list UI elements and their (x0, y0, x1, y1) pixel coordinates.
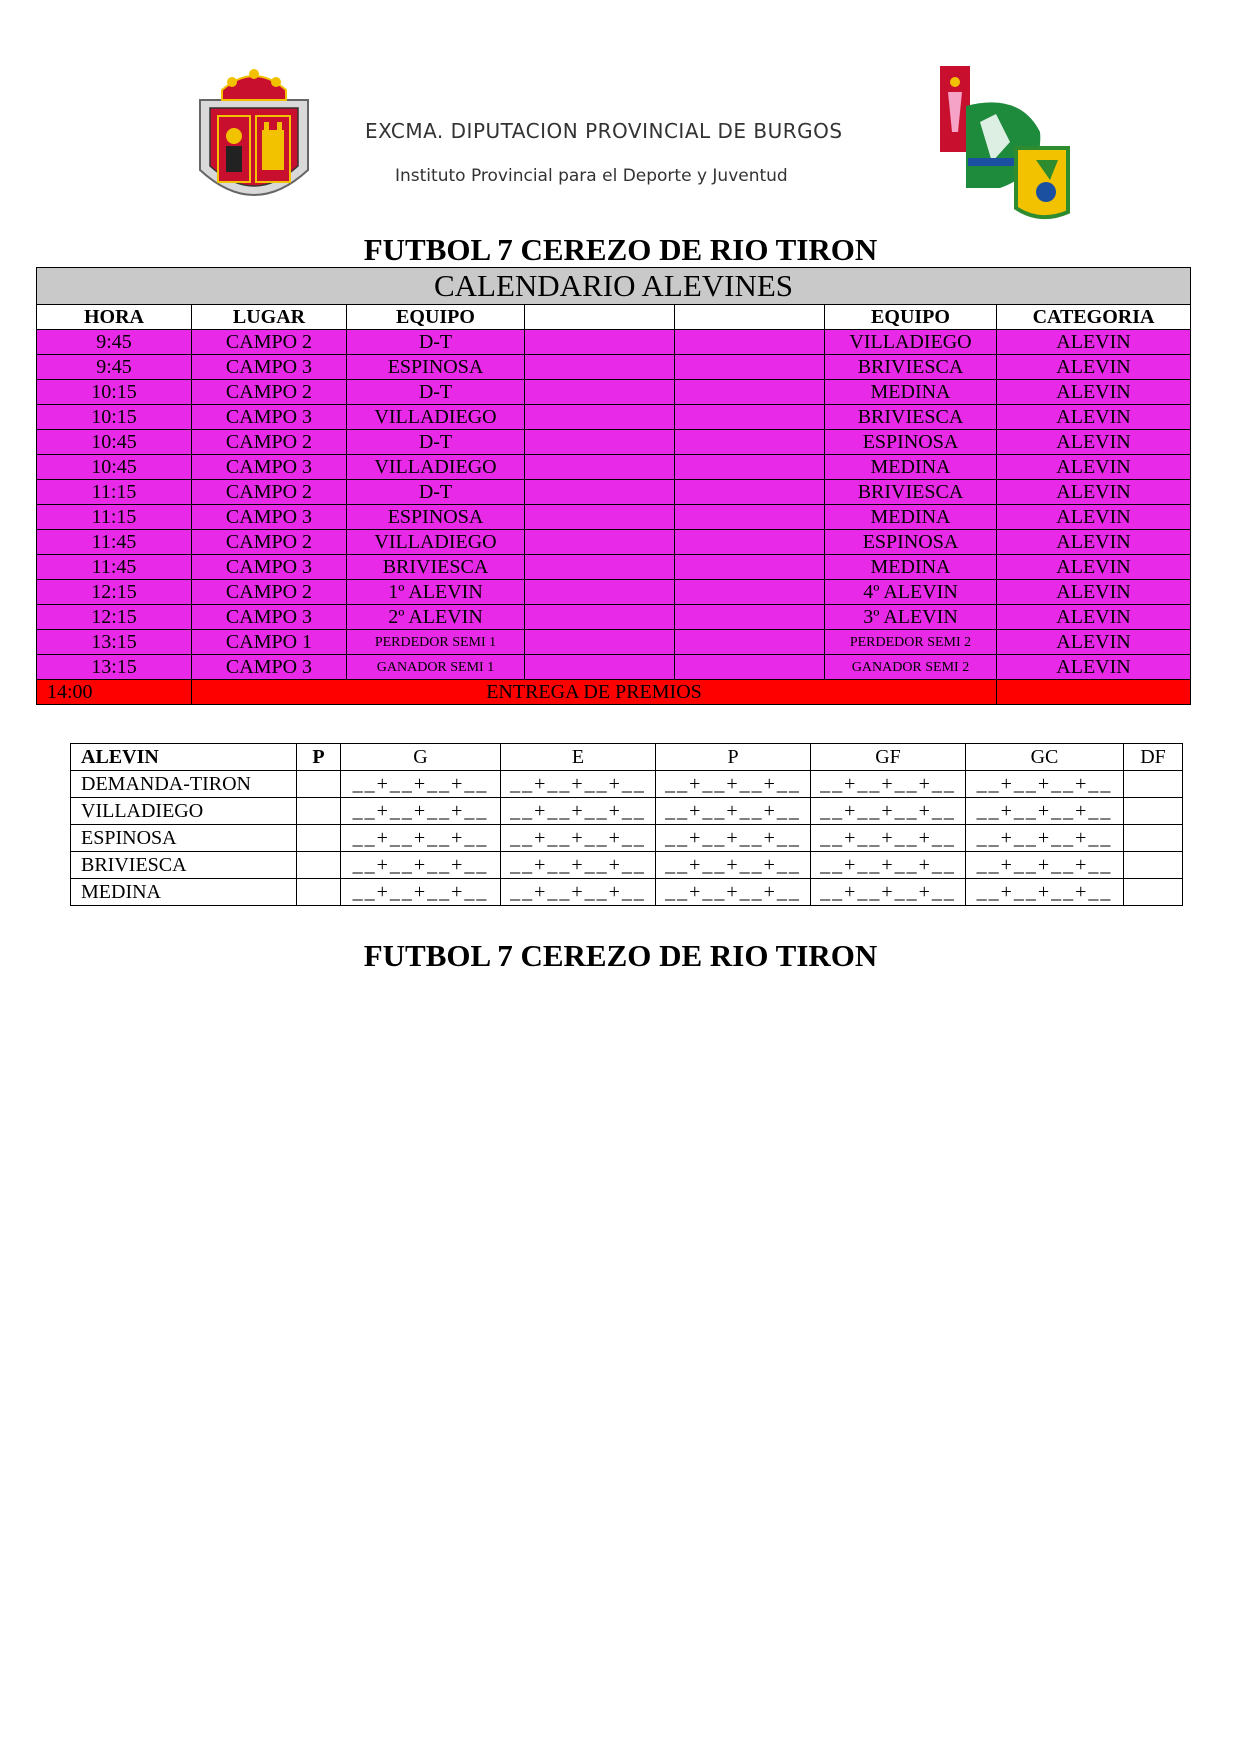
standings-category-header: ALEVIN (71, 744, 297, 771)
match-field: CAMPO 2 (192, 480, 347, 505)
match-row (37, 505, 1191, 530)
match-row (37, 605, 1191, 630)
away-score-cell[interactable] (675, 655, 825, 680)
away-team: VILLADIEGO (825, 330, 997, 355)
standings-row (71, 825, 1183, 852)
lost-cell[interactable] (656, 825, 811, 852)
schedule-caption: CALENDARIO ALEVINES (37, 268, 1191, 305)
match-field: CAMPO 3 (192, 455, 347, 480)
header-played: P (297, 744, 341, 771)
goals-for-cell[interactable] (811, 879, 966, 906)
home-team: BRIVIESCA (347, 555, 525, 580)
away-team: MEDINA (825, 555, 997, 580)
home-team: D-T (347, 330, 525, 355)
drawn-tally: __+__+__+__ (510, 773, 646, 795)
home-team: D-T (347, 480, 525, 505)
home-score-cell[interactable] (525, 355, 675, 380)
away-team: 4º ALEVIN (825, 580, 997, 605)
match-category: ALEVIN (997, 355, 1191, 380)
drawn-tally: __+__+__+__ (510, 827, 646, 849)
home-score-cell[interactable] (525, 555, 675, 580)
home-team: VILLADIEGO (347, 405, 525, 430)
match-time: 10:45 (37, 455, 192, 480)
home-score-cell[interactable] (525, 330, 675, 355)
match-row (37, 430, 1191, 455)
away-team: GANADOR SEMI 2 (825, 655, 997, 680)
goals-against-cell[interactable] (966, 825, 1124, 852)
goals-for-tally: __+__+__+__ (820, 827, 956, 849)
home-team: 2º ALEVIN (347, 605, 525, 630)
match-row (37, 630, 1191, 655)
lost-tally: __+__+__+__ (665, 827, 801, 849)
away-team: BRIVIESCA (825, 480, 997, 505)
home-score-cell[interactable] (525, 580, 675, 605)
match-field: CAMPO 3 (192, 505, 347, 530)
goal-difference-cell[interactable] (1124, 771, 1183, 798)
home-score-cell[interactable] (525, 505, 675, 530)
alevin-schedule-table (36, 267, 1191, 705)
header-drawn: E (501, 744, 656, 771)
away-team: BRIVIESCA (825, 355, 997, 380)
header-equipo-away: EQUIPO (825, 305, 997, 330)
lost-cell[interactable] (656, 771, 811, 798)
header-goals-for: GF (811, 744, 966, 771)
match-field: CAMPO 3 (192, 555, 347, 580)
played-cell[interactable] (297, 771, 341, 798)
played-cell[interactable] (297, 798, 341, 825)
away-score-cell[interactable] (675, 530, 825, 555)
home-team: GANADOR SEMI 1 (347, 655, 525, 680)
home-team: VILLADIEGO (347, 530, 525, 555)
header-equipo-home: EQUIPO (347, 305, 525, 330)
won-tally: __+__+__+__ (352, 800, 489, 822)
away-team: MEDINA (825, 380, 997, 405)
away-score-cell[interactable] (675, 605, 825, 630)
header-lost: P (656, 744, 811, 771)
sports-institute-logo (940, 62, 1070, 222)
won-cell[interactable] (341, 798, 501, 825)
played-cell[interactable] (297, 852, 341, 879)
goals-against-tally: __+__+__+__ (976, 773, 1113, 795)
home-team: ESPINOSA (347, 355, 525, 380)
lost-tally: __+__+__+__ (665, 773, 801, 795)
standings-row (71, 771, 1183, 798)
goals-against-cell[interactable] (966, 771, 1124, 798)
won-tally: __+__+__+__ (352, 773, 489, 795)
match-time: 9:45 (37, 355, 192, 380)
goal-difference-cell[interactable] (1124, 825, 1183, 852)
match-row (37, 480, 1191, 505)
away-score-cell[interactable] (675, 630, 825, 655)
match-field: CAMPO 3 (192, 655, 347, 680)
awards-row (37, 680, 1191, 705)
standings-header-row (71, 744, 1183, 771)
goals-against-tally: __+__+__+__ (976, 827, 1113, 849)
standings-row (71, 852, 1183, 879)
match-field: CAMPO 1 (192, 630, 347, 655)
goals-against-tally: __+__+__+__ (976, 881, 1113, 903)
organization-subtitle: Instituto Provincial para el Deporte y Juventud (395, 166, 788, 186)
away-score-cell[interactable] (675, 455, 825, 480)
goal-difference-cell[interactable] (1124, 798, 1183, 825)
match-field: CAMPO 2 (192, 430, 347, 455)
home-team: D-T (347, 430, 525, 455)
goals-for-cell[interactable] (811, 825, 966, 852)
away-team: 3º ALEVIN (825, 605, 997, 630)
drawn-cell[interactable] (501, 852, 656, 879)
match-time: 13:15 (37, 630, 192, 655)
match-category: ALEVIN (997, 555, 1191, 580)
won-cell[interactable] (341, 825, 501, 852)
header-goal-difference: DF (1124, 744, 1183, 771)
drawn-tally: __+__+__+__ (510, 881, 646, 903)
won-tally: __+__+__+__ (352, 854, 489, 876)
header-hora: HORA (37, 305, 192, 330)
home-score-cell[interactable] (525, 630, 675, 655)
home-score-cell[interactable] (525, 480, 675, 505)
match-row (37, 555, 1191, 580)
home-score-cell[interactable] (525, 530, 675, 555)
away-team: MEDINA (825, 505, 997, 530)
lost-tally: __+__+__+__ (665, 854, 801, 876)
away-team: PERDEDOR SEMI 2 (825, 630, 997, 655)
standings-row (71, 798, 1183, 825)
header-score-home (525, 305, 675, 330)
header-categoria: CATEGORIA (997, 305, 1191, 330)
goals-for-cell[interactable] (811, 771, 966, 798)
goals-for-tally: __+__+__+__ (820, 800, 956, 822)
home-score-cell[interactable] (525, 605, 675, 630)
match-category: ALEVIN (997, 580, 1191, 605)
home-team: D-T (347, 380, 525, 405)
match-field: CAMPO 2 (192, 530, 347, 555)
home-score-cell[interactable] (525, 455, 675, 480)
page-header (0, 0, 1241, 230)
match-category: ALEVIN (997, 330, 1191, 355)
match-field: CAMPO 3 (192, 405, 347, 430)
lost-cell[interactable] (656, 879, 811, 906)
match-field: CAMPO 3 (192, 605, 347, 630)
standings-team: VILLADIEGO (71, 798, 297, 825)
goals-against-tally: __+__+__+__ (976, 800, 1113, 822)
match-time: 12:15 (37, 605, 192, 630)
match-category: ALEVIN (997, 430, 1191, 455)
match-category: ALEVIN (997, 480, 1191, 505)
away-team: ESPINOSA (825, 430, 997, 455)
goals-against-tally: __+__+__+__ (976, 854, 1113, 876)
alevin-standings-table (70, 743, 1183, 906)
match-category: ALEVIN (997, 380, 1191, 405)
won-cell[interactable] (341, 852, 501, 879)
home-team: 1º ALEVIN (347, 580, 525, 605)
match-time: 11:15 (37, 505, 192, 530)
provincial-coat-of-arms-logo (192, 60, 316, 212)
drawn-cell[interactable] (501, 771, 656, 798)
goals-for-tally: __+__+__+__ (820, 854, 956, 876)
away-team: MEDINA (825, 455, 997, 480)
header-score-away (675, 305, 825, 330)
organization-title: EXCMA. DIPUTACION PROVINCIAL DE BURGOS (365, 119, 843, 143)
goals-for-tally: __+__+__+__ (820, 881, 956, 903)
header-goals-against: GC (966, 744, 1124, 771)
match-row (37, 405, 1191, 430)
match-time: 13:15 (37, 655, 192, 680)
home-team: VILLADIEGO (347, 455, 525, 480)
goals-against-cell[interactable] (966, 798, 1124, 825)
away-score-cell[interactable] (675, 480, 825, 505)
away-team: ESPINOSA (825, 530, 997, 555)
match-category: ALEVIN (997, 605, 1191, 630)
awards-time: 14:00 (37, 680, 192, 705)
away-score-cell[interactable] (675, 430, 825, 455)
goals-for-cell[interactable] (811, 798, 966, 825)
match-row (37, 655, 1191, 680)
match-field: CAMPO 2 (192, 330, 347, 355)
match-category: ALEVIN (997, 530, 1191, 555)
match-category: ALEVIN (997, 630, 1191, 655)
standings-row (71, 879, 1183, 906)
drawn-tally: __+__+__+__ (510, 800, 646, 822)
away-score-cell[interactable] (675, 555, 825, 580)
away-score-cell[interactable] (675, 505, 825, 530)
goals-for-tally: __+__+__+__ (820, 773, 956, 795)
tournament-title-infantil: FUTBOL 7 CEREZO DE RIO TIRON (363, 938, 878, 973)
schedule-caption-row (37, 268, 1191, 305)
goals-for-cell[interactable] (811, 852, 966, 879)
match-time: 12:15 (37, 580, 192, 605)
match-row (37, 355, 1191, 380)
home-score-cell[interactable] (525, 430, 675, 455)
standings-team: MEDINA (71, 879, 297, 906)
header-lugar: LUGAR (192, 305, 347, 330)
awards-blank (997, 680, 1191, 705)
match-field: CAMPO 3 (192, 355, 347, 380)
drawn-tally: __+__+__+__ (510, 854, 646, 876)
won-tally: __+__+__+__ (352, 827, 489, 849)
match-category: ALEVIN (997, 505, 1191, 530)
match-row (37, 380, 1191, 405)
drawn-cell[interactable] (501, 798, 656, 825)
match-category: ALEVIN (997, 655, 1191, 680)
goal-difference-cell[interactable] (1124, 852, 1183, 879)
played-cell[interactable] (297, 879, 341, 906)
away-score-cell[interactable] (675, 330, 825, 355)
drawn-cell[interactable] (501, 879, 656, 906)
home-team: PERDEDOR SEMI 1 (347, 630, 525, 655)
home-score-cell[interactable] (525, 380, 675, 405)
goal-difference-cell[interactable] (1124, 879, 1183, 906)
match-time: 10:15 (37, 380, 192, 405)
header-won: G (341, 744, 501, 771)
won-cell[interactable] (341, 771, 501, 798)
lost-tally: __+__+__+__ (665, 800, 801, 822)
match-time: 10:15 (37, 405, 192, 430)
won-cell[interactable] (341, 879, 501, 906)
standings-team: BRIVIESCA (71, 852, 297, 879)
home-score-cell[interactable] (525, 655, 675, 680)
standings-team: DEMANDA-TIRON (71, 771, 297, 798)
standings-team: ESPINOSA (71, 825, 297, 852)
awards-label: ENTREGA DE PREMIOS (192, 680, 997, 705)
lost-tally: __+__+__+__ (665, 881, 801, 903)
away-score-cell[interactable] (675, 405, 825, 430)
match-row (37, 330, 1191, 355)
away-score-cell[interactable] (675, 580, 825, 605)
played-cell[interactable] (297, 825, 341, 852)
home-team: ESPINOSA (347, 505, 525, 530)
home-score-cell[interactable] (525, 405, 675, 430)
match-category: ALEVIN (997, 455, 1191, 480)
match-time: 11:15 (37, 480, 192, 505)
drawn-cell[interactable] (501, 825, 656, 852)
match-field: CAMPO 2 (192, 580, 347, 605)
tournament-title-alevin: FUTBOL 7 CEREZO DE RIO TIRON (363, 232, 878, 267)
match-row (37, 455, 1191, 480)
won-tally: __+__+__+__ (352, 881, 489, 903)
schedule-header-row (37, 305, 1191, 330)
match-category: ALEVIN (997, 405, 1191, 430)
away-score-cell[interactable] (675, 380, 825, 405)
lost-cell[interactable] (656, 798, 811, 825)
match-row (37, 580, 1191, 605)
match-time: 9:45 (37, 330, 192, 355)
match-time: 10:45 (37, 430, 192, 455)
match-row (37, 530, 1191, 555)
away-score-cell[interactable] (675, 355, 825, 380)
match-field: CAMPO 2 (192, 380, 347, 405)
goals-against-cell[interactable] (966, 879, 1124, 906)
match-time: 11:45 (37, 530, 192, 555)
away-team: BRIVIESCA (825, 405, 997, 430)
match-time: 11:45 (37, 555, 192, 580)
lost-cell[interactable] (656, 852, 811, 879)
goals-against-cell[interactable] (966, 852, 1124, 879)
